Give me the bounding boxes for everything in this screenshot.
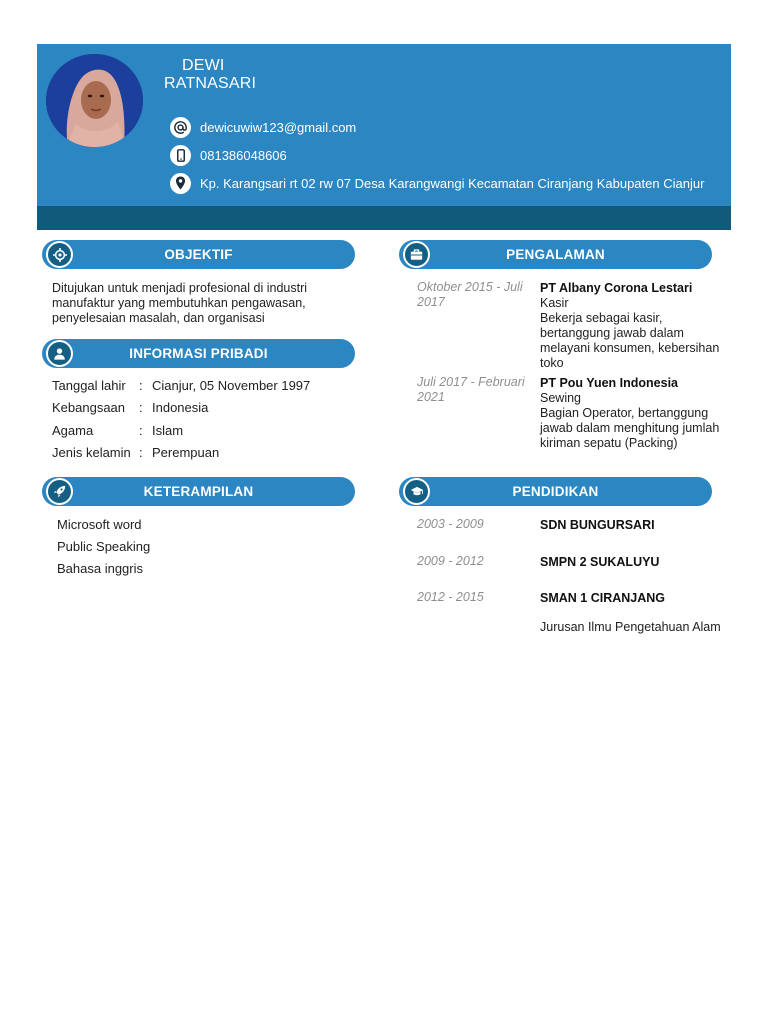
school-name: SDN BUNGURSARI <box>540 518 655 532</box>
section-title: PENGALAMAN <box>506 247 605 262</box>
experience-period: Juli 2017 - Februari 2021 <box>417 375 525 404</box>
phone-icon <box>170 145 191 166</box>
contact-phone-row <box>170 145 287 165</box>
email-link[interactable]: dewicuwiw123@gmail.com <box>200 119 357 135</box>
address: Kp. Karangsari rt 02 rw 07 Desa Karangwangi Kecamatan Ciranjang Kabupaten Cianjur <box>200 175 705 191</box>
info-colon: : <box>139 400 143 415</box>
section-education <box>399 477 712 506</box>
info-label: Kebangsaan <box>52 400 126 415</box>
section-title: KETERAMPILAN <box>143 484 254 499</box>
section-personal-info <box>42 339 355 368</box>
info-value: Indonesia <box>152 400 209 415</box>
company-name: PT Albany Corona Lestari <box>540 281 693 295</box>
job-role: Sewing <box>540 391 581 405</box>
info-label: Agama <box>52 423 94 438</box>
skill-item: Public Speaking <box>57 539 151 554</box>
section-experience <box>399 240 712 269</box>
info-colon: : <box>139 378 143 393</box>
contact-email-row <box>170 117 356 137</box>
info-label: Tanggal lahir <box>52 378 126 393</box>
info-label: Jenis kelamin <box>52 445 131 460</box>
section-skills <box>42 477 355 506</box>
location-pin-icon <box>170 173 191 194</box>
info-colon: : <box>139 423 143 438</box>
education-major: Jurusan Ilmu Pengetahuan Alam <box>540 620 721 634</box>
section-objective <box>42 240 355 269</box>
first-name: DEWI <box>182 57 225 74</box>
info-colon: : <box>139 445 143 460</box>
job-role: Kasir <box>540 296 569 310</box>
at-sign-icon <box>170 117 191 138</box>
header-bottom-strip <box>37 206 731 230</box>
education-period: 2003 - 2009 <box>417 517 484 531</box>
skill-item: Bahasa inggris <box>57 561 143 576</box>
education-period: 2012 - 2015 <box>417 590 484 604</box>
school-name: SMAN 1 CIRANJANG <box>540 591 666 605</box>
section-title: PENDIDIKAN <box>512 484 599 499</box>
phone-number: 081386048606 <box>200 147 287 163</box>
job-description: Bekerja sebagai kasir, bertanggung jawab dalam melayani konsumen, kebersihan toko <box>540 311 720 370</box>
objective-text: Ditujukan untuk menjadi profesional di industri manufaktur yang membutuhkan pengawasan, penyelesaian masalah, dan organisasi <box>52 281 308 325</box>
school-name: SMPN 2 SUKALUYU <box>540 555 660 569</box>
company-name: PT Pou Yuen Indonesia <box>540 376 678 390</box>
education-period: 2009 - 2012 <box>417 554 484 568</box>
section-title: INFORMASI PRIBADI <box>129 346 268 361</box>
experience-entry <box>540 281 722 371</box>
experience-period: Oktober 2015 - Juli 2017 <box>417 280 523 309</box>
info-value: Cianjur, 05 November 1997 <box>152 378 311 393</box>
profile-photo <box>46 54 143 147</box>
info-value: Perempuan <box>152 445 220 460</box>
contact-address-row <box>170 173 704 193</box>
job-description: Bagian Operator, bertanggung jawab dalam menghitung jumlah kiriman sepatu (Packing) <box>540 406 720 450</box>
skill-item: Microsoft word <box>57 517 142 532</box>
info-value: Islam <box>152 423 184 438</box>
experience-entry <box>540 376 722 451</box>
avatar <box>46 54 143 147</box>
section-title: OBJEKTIF <box>164 247 233 262</box>
last-name: RATNASARI <box>164 75 257 92</box>
